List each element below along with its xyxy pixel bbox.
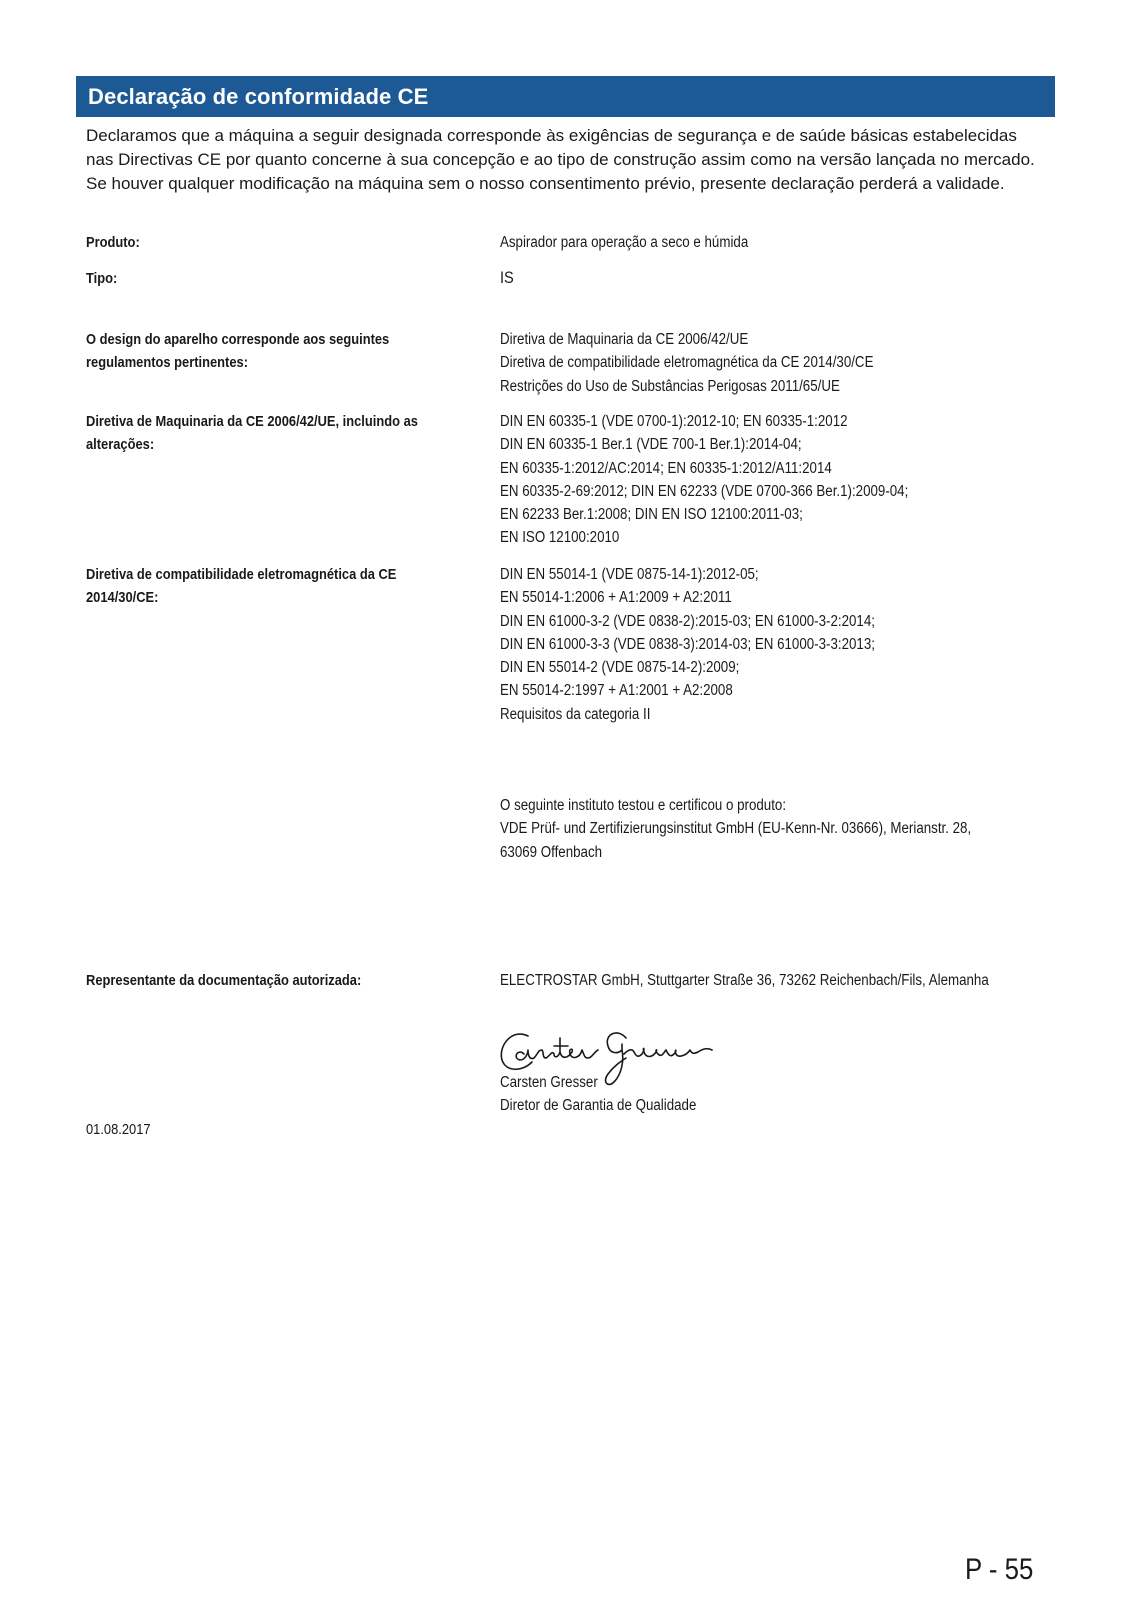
institute-line: VDE Prüf- und Zertifizierungsinstitut GmbH (EU-Kenn-Nr. 03666), Merianstr. 28,: [500, 820, 972, 838]
standard-line: DIN EN 61000-3-2 (VDE 0838-2):2015-03; EN 61000-3-2:2014;: [500, 612, 875, 630]
standard-line: DIN EN 55014-2 (VDE 0875-14-2):2009;: [500, 659, 740, 677]
institute-line: O seguinte instituto testou e certificou o produto:: [500, 797, 787, 814]
product-value: Aspirador para operação a seco e húmida: [500, 234, 749, 251]
regulation-line: Restrições do Uso de Substâncias Perigosas 2011/65/UE: [500, 377, 840, 395]
standard-line: EN 62233 Ber.1:2008; DIN EN ISO 12100:2011-03;: [500, 506, 803, 524]
type-label: Tipo:: [86, 270, 118, 287]
standard-line: EN 60335-1:2012/AC:2014; EN 60335-1:2012/A11:2014: [500, 459, 832, 477]
standard-line: EN 60335-2-69:2012; DIN EN 62233 (VDE 0700-366 Ber.1):2009-04;: [500, 482, 909, 500]
design-regulations-label: O design do aparelho corresponde aos seguintes regulamentos pertinentes:: [86, 331, 390, 371]
page-number: P - 55: [965, 1553, 1034, 1586]
emc-directive-label: Diretiva de compatibilidade eletromagnética da CE 2014/30/CE:: [86, 566, 397, 606]
representative-label: Representante da documentação autorizada:: [86, 972, 362, 989]
signatory-block: [500, 1071, 1033, 1118]
standard-line: DIN EN 61000-3-3 (VDE 0838-3):2014-03; EN 61000-3-3:2013;: [500, 635, 875, 653]
standard-line: DIN EN 60335-1 (VDE 0700-1):2012-10; EN 60335-1:2012: [500, 413, 848, 430]
design-regulations-list: [500, 328, 1033, 398]
signatory-name: Carsten Gresser: [500, 1074, 598, 1091]
certification-institute: [500, 794, 1033, 864]
section-header: [76, 76, 1055, 117]
signatory-title: Diretor de Garantia de Qualidade: [500, 1097, 697, 1115]
machinery-directive-label: Diretiva de Maquinaria da CE 2006/42/UE, incluindo as alterações:: [86, 413, 418, 453]
machinery-standards-list: [500, 410, 1033, 550]
page-title: Declaração de conformidade CE: [88, 84, 429, 109]
standard-line: Requisitos da categoria II: [500, 705, 651, 723]
institute-line: 63069 Offenbach: [500, 843, 603, 861]
intro-paragraph: Declaramos que a máquina a seguir designada corresponde às exigências de segurança e de saúde básicas estabelecidas nas Directivas CE por quanto concerne à sua concepção e ao tipo de construção assim como na versão lançada no mercado. Se houver qualquer modificação na máquina sem o nosso consentimento prévio, presente declaração perderá a validade.: [86, 126, 1035, 193]
standard-line: DIN EN 55014-1 (VDE 0875-14-1):2012-05;: [500, 566, 759, 583]
type-value: IS: [500, 268, 514, 287]
regulation-line: Diretiva de compatibilidade eletromagnética da CE 2014/30/CE: [500, 354, 874, 372]
product-label: Produto:: [86, 234, 140, 251]
standard-line: DIN EN 60335-1 Ber.1 (VDE 700-1 Ber.1):2014-04;: [500, 436, 802, 454]
standard-line: EN ISO 12100:2010: [500, 529, 620, 547]
regulation-line: Diretiva de Maquinaria da CE 2006/42/UE: [500, 331, 749, 348]
standard-line: EN 55014-2:1997 + A1:2001 + A2:2008: [500, 682, 733, 700]
emc-standards-list: [500, 563, 1033, 726]
signature-date: 01.08.2017: [86, 1121, 151, 1138]
representative-value: ELECTROSTAR GmbH, Stuttgarter Straße 36, 73262 Reichenbach/Fils, Alemanha: [500, 972, 989, 989]
standard-line: EN 55014-1:2006 + A1:2009 + A2:2011: [500, 589, 732, 607]
